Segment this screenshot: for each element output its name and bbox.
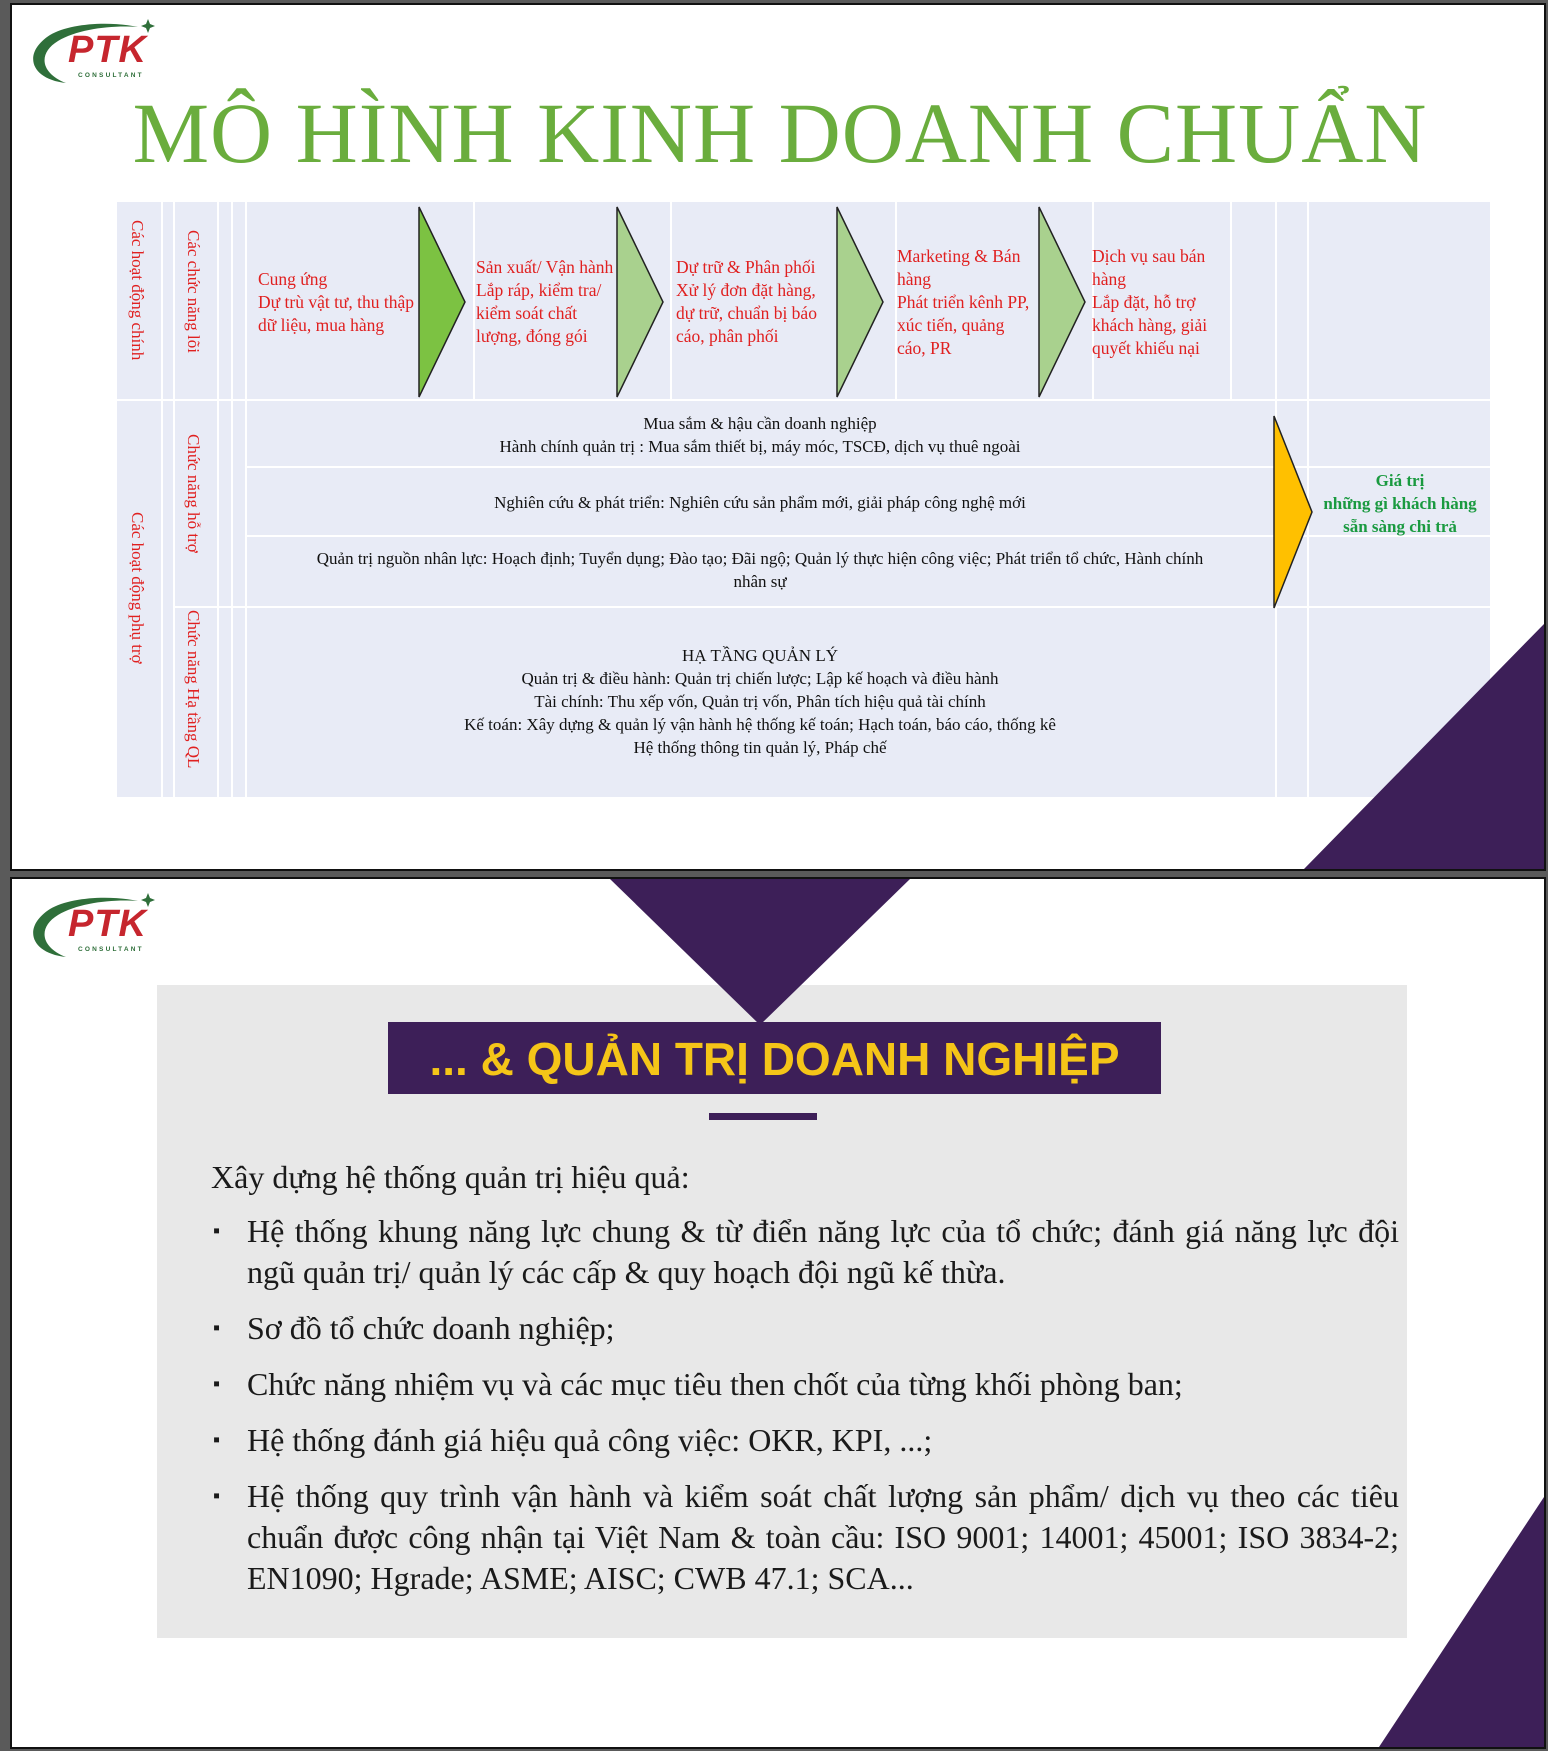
support-row-rnd: Nghiên cứu & phát triển: Nghiên cứu sản phẩm mới, giải pháp công nghệ mới [494, 493, 1026, 512]
label-main-activities: Các hoạt động chính [128, 220, 147, 361]
support-row-procurement: Mua sắm & hậu cần doanh nghiệp Hành chính quản trị : Mua sắm thiết bị, máy móc, TSCĐ, dịch vụ thuê ngoài [499, 414, 1021, 456]
bullet-icon: ▪ [213, 1317, 221, 1339]
bullet-icon: ▪ [213, 1373, 221, 1395]
list-item: ▪ Sơ đồ tổ chức doanh nghiệp; [211, 1308, 1399, 1349]
logo-text: PTK [68, 29, 147, 71]
page-title: MÔ HÌNH KINH DOANH CHUẨN [132, 85, 1428, 181]
core-activity-procurement: Cung ứng Dự trù vật tư, thu thập dữ liệu, mua hàng [258, 269, 415, 335]
section-title-box [388, 1022, 1161, 1094]
corner-decoration [1379, 1497, 1544, 1747]
chevron-arrow-icon [615, 205, 665, 399]
logo-subtext: CONSULTANT [78, 72, 144, 79]
label-infrastructure-functions: Chức năng Hạ tầng QL [184, 610, 203, 769]
label-core-functions: Các chức năng lõi [184, 230, 203, 353]
ptk-logo [20, 887, 160, 967]
slide-corporate-governance [10, 877, 1546, 1749]
bullet-icon: ▪ [213, 1220, 221, 1242]
core-activity-distribution: Dự trữ & Phân phối Xử lý đơn đặt hàng, dự trữ, chuẩn bị báo cáo, phân phối [676, 257, 817, 346]
list-item: ▪ Hệ thống quy trình vận hành và kiểm soát chất lượng sản phẩm/ dịch vụ theo các tiêu chuẩn được công nhận tại Việt Nam & toàn cầu: ISO 9001; 14001; 45001; ISO 3834-2; EN1090; Hgrade; ASME; AISC; CWB 47.1; SCA... [213, 1478, 1399, 1596]
corner-decoration [1304, 624, 1544, 869]
chevron-arrow-icon [417, 205, 467, 399]
label-support-functions: Chức năng hỗ trợ [184, 434, 203, 553]
support-row-hr: Quản trị nguồn nhân lực: Hoạch định; Tuyển dụng; Đào tạo; Đãi ngộ; Quản lý thực hiện công việc; Phát triển tổ chức, Hành chính nhân sự [316, 549, 1204, 591]
bullet-icon: ▪ [213, 1485, 221, 1507]
list-item: ▪ Chức năng nhiệm vụ và các mục tiêu then chốt của từng khối phòng ban; [211, 1364, 1399, 1405]
list-item: ▪ Hệ thống đánh giá hiệu quả công việc: OKR, KPI, ...; [211, 1420, 1399, 1461]
bullet-icon: ▪ [213, 1429, 221, 1451]
slide-business-model [10, 3, 1546, 871]
section-title: ... & QUẢN TRỊ DOANH NGHIỆP [429, 1033, 1120, 1085]
bullet-list [211, 1211, 1399, 1614]
logo-subtext: CONSULTANT [78, 946, 144, 953]
core-activity-after-sales: Dịch vụ sau bán hàng Lắp đặt, hỗ trợ khách hàng, giải quyết khiếu nại [1092, 246, 1208, 358]
infrastructure-block: HẠ TẦNG QUẢN LÝ Quản trị & điều hành: Quản trị chiến lược; Lập kế hoạch và điều hành Tài chính: Thu xếp vốn, Quản trị vốn, Phân tích hiệu quả tài chính Kế toán: Xây dựng & quản lý vận hành hệ thống kế toán; Hạch toán, báo cáo, thống kê Hệ thống thông tin quản lý, Pháp chế [464, 646, 1056, 757]
chevron-arrow-icon [1037, 205, 1087, 399]
business-model-diagram [117, 202, 1490, 797]
ptk-logo [20, 13, 160, 93]
top-triangle-decoration [610, 879, 910, 1025]
chevron-arrow-icon [835, 205, 885, 399]
core-activity-operations: Sản xuất/ Vận hành Lắp ráp, kiểm tra/ kiểm soát chất lượng, đóng gói [476, 257, 614, 346]
logo-text: PTK [68, 903, 147, 945]
label-support-activities: Các hoạt động phụ trợ [128, 512, 147, 664]
core-activity-marketing: Marketing & Bán hàng Phát triển kênh PP, xúc tiến, quảng cáo, PR [897, 246, 1030, 358]
value-label: Giá trị những gì khách hàng sẵn sàng chi trả [1323, 471, 1477, 536]
list-item: ▪ Hệ thống khung năng lực chung & từ điển năng lực của tổ chức; đánh giá năng lực đội ngũ quản trị/ quản lý các cấp & quy hoạch đội ngũ kế thừa. [213, 1213, 1399, 1290]
title-underline [709, 1113, 817, 1120]
value-arrow-icon [1272, 414, 1314, 610]
intro-text: Xây dựng hệ thống quản trị hiệu quả: [211, 1159, 690, 1195]
